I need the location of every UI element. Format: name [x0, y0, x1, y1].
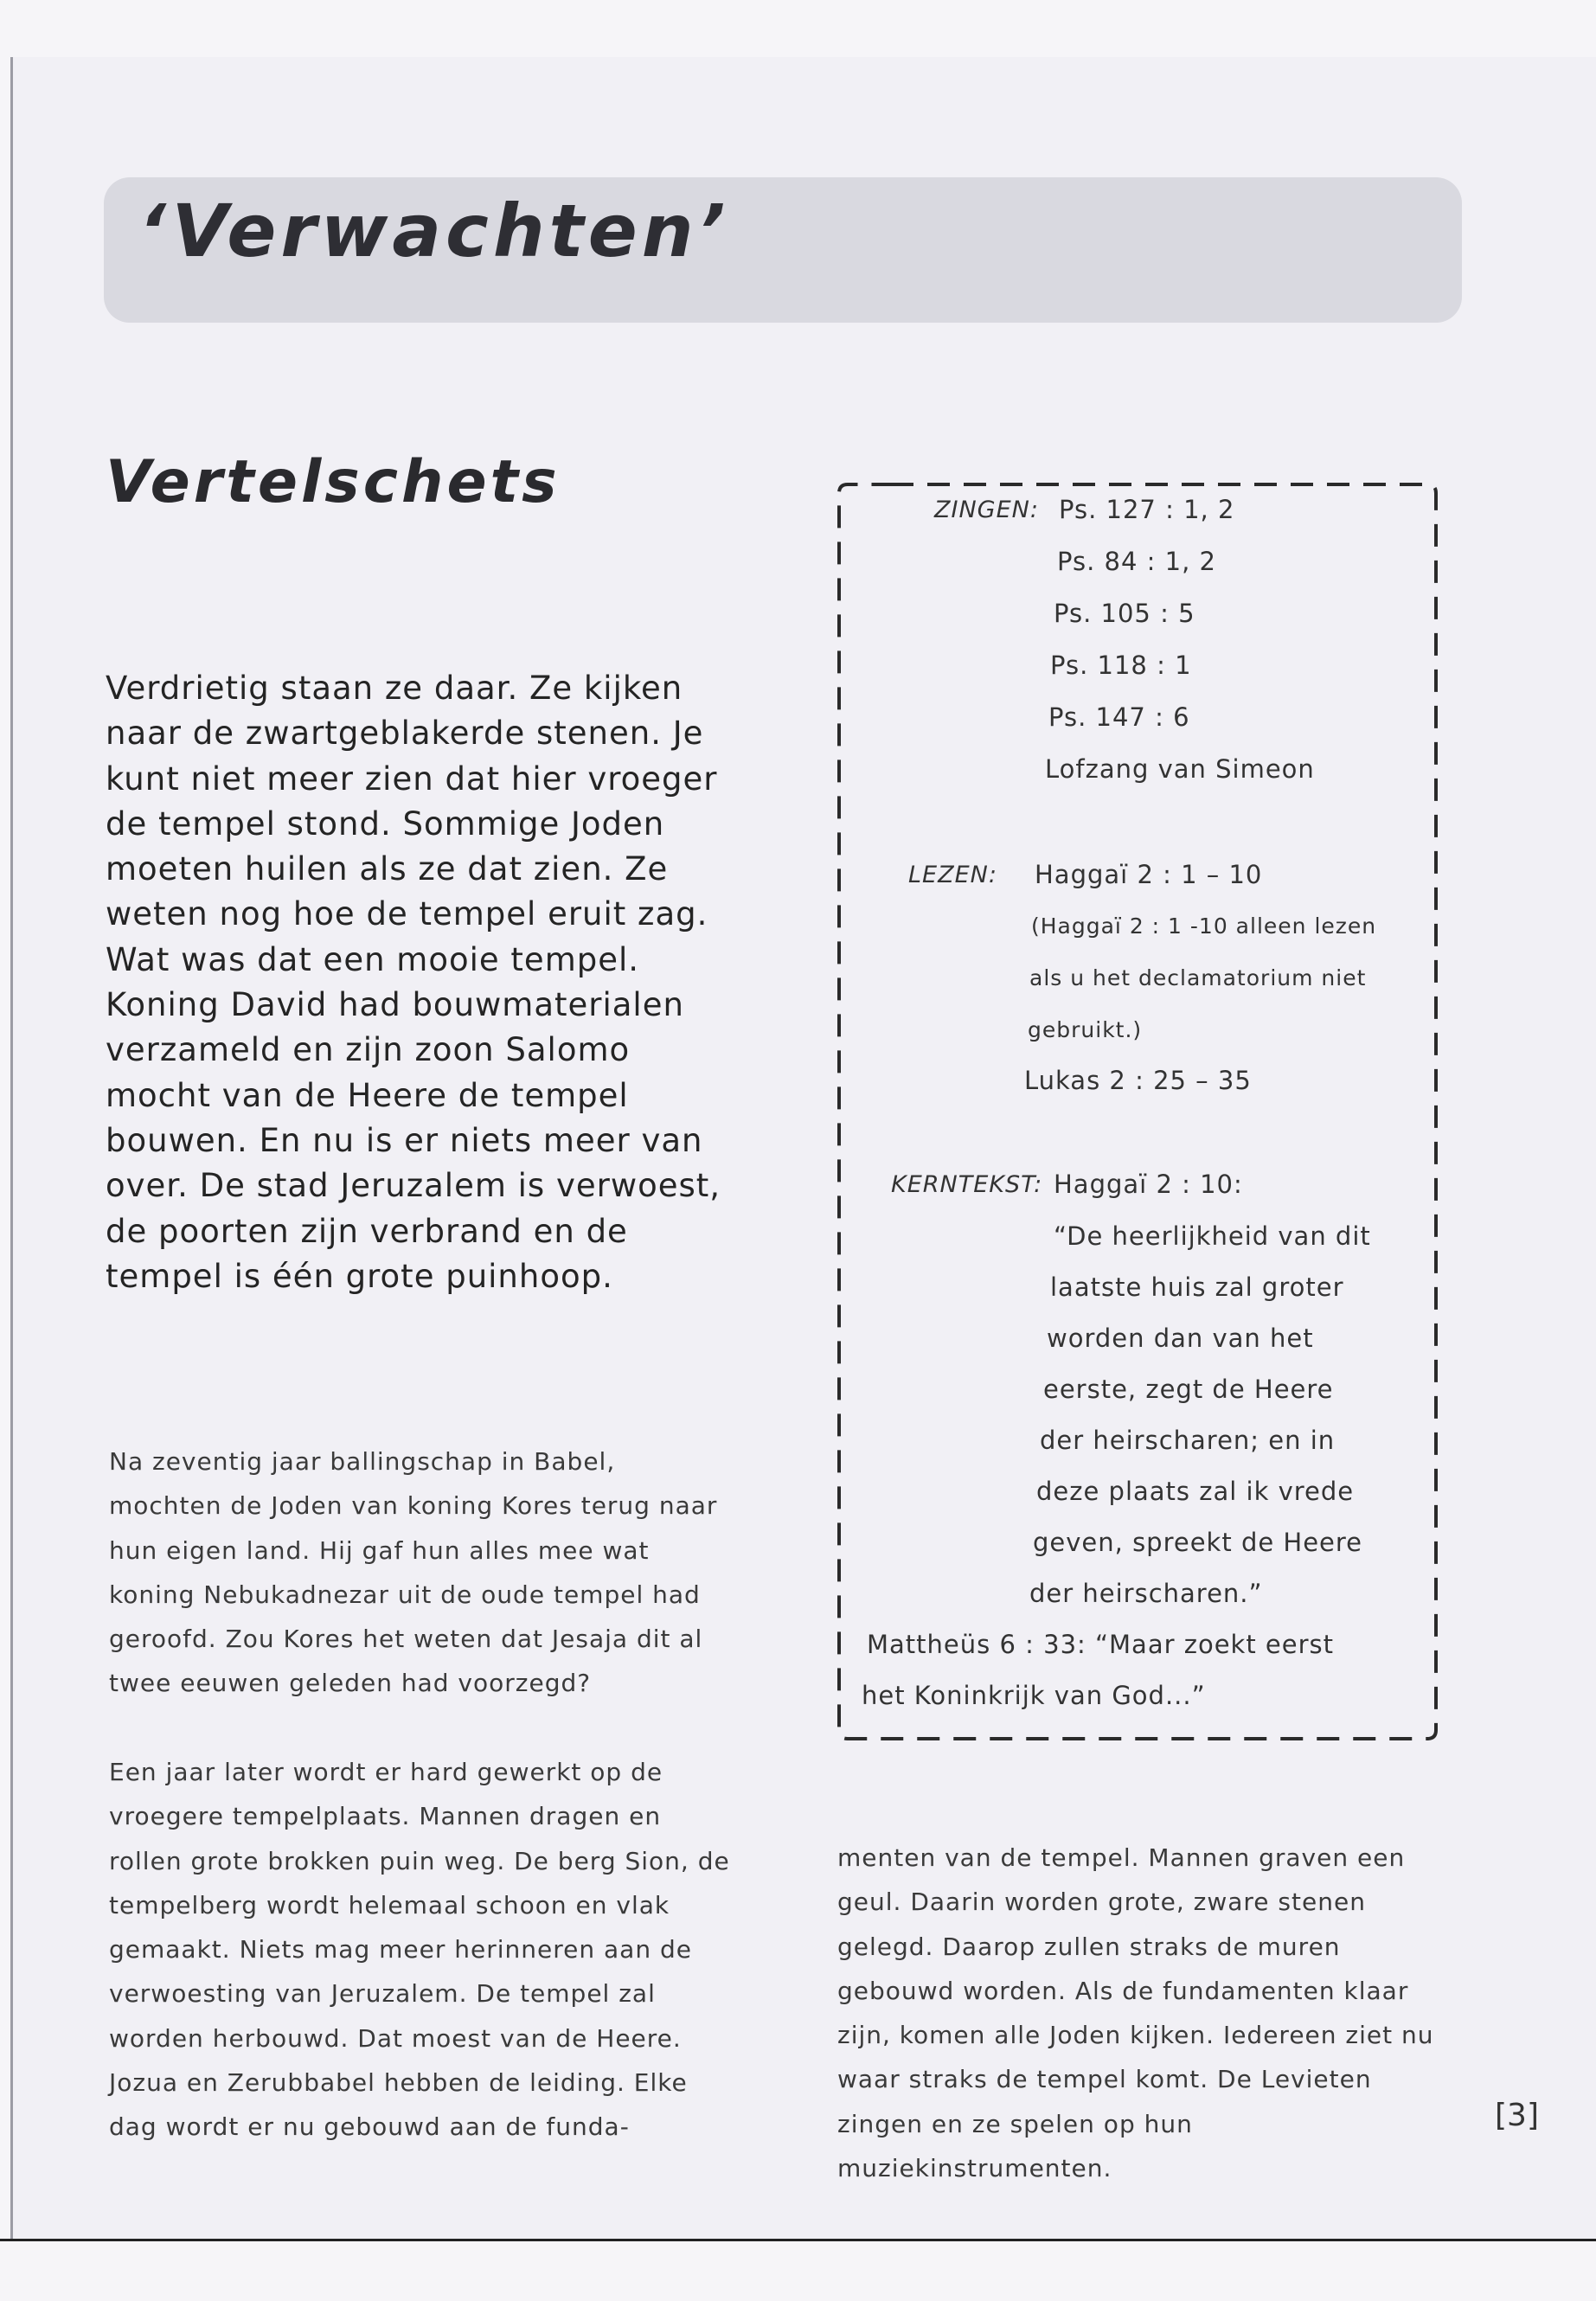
- body-paragraph-2: Een jaar later wordt er hard gewerkt op de vroegere tempelplaats. Mannen dragen en rollen grote brokken puin weg. De berg Sion, de tempelberg wordt helemaal schoon en vlak gemaakt. Niets mag meer herinneren aan de verwoesting van Jeruzalem. De tempel zal worden herbouwd. Dat moest van de Heere. Jozua en Zerubbabel hebben de leiding. Elke dag wordt er nu gebouwd aan de funda-: [109, 1758, 730, 2142]
- zingen-item: Ps. 84 : 1, 2: [1057, 547, 1216, 576]
- lezen-note: (Haggaï 2 : 1 -10 alleen lezen: [1031, 913, 1377, 939]
- kerntekst-line: “De heerlijkheid van dit: [1054, 1221, 1371, 1251]
- liturgy-sidebox: [830, 476, 1436, 1739]
- page-title: ‘Verwachten’: [138, 189, 730, 273]
- intro-paragraph: Verdrietig staan ze daar. Ze kijken naar de zwartgeblakerde stenen. Je kunt niet meer zien dat hier vroeger de tempel stond. Sommige Joden moeten huilen als ze dat zien. Ze weten nog hoe de tempel eruit zag. Wat was dat een mooie tempel. Koning David had bouwmaterialen verzameld en zijn zoon Salomo mocht van de Heere de tempel bouwen. En nu is er niets meer van over. De stad Jeruzalem is verwoest, de poorten zijn verbrand en de tempel is één grote puinhoop.: [106, 670, 721, 1295]
- kerntekst-line: worden dan van het: [1047, 1324, 1314, 1353]
- kerntekst-ref: Haggaï 2 : 10:: [1054, 1170, 1243, 1199]
- kerntekst-line: eerste, zegt de Heere: [1043, 1375, 1334, 1404]
- kerntekst-label: KERNTEKST:: [891, 1171, 1043, 1198]
- zingen-item: Ps. 127 : 1, 2: [1059, 495, 1235, 524]
- zingen-item: Ps. 147 : 6: [1048, 702, 1190, 732]
- section-title: Vertelschets: [106, 448, 561, 516]
- lezen-note: gebruikt.): [1028, 1017, 1143, 1042]
- page-edge-line: [0, 2239, 1596, 2241]
- kerntekst-line: laatste huis zal groter: [1050, 1272, 1344, 1302]
- kerntekst-line: der heirscharen; en in: [1040, 1426, 1336, 1455]
- body-paragraph-3: menten van de tempel. Mannen graven een geul. Daarin worden grote, zware stenen gelegd. Daarop zullen straks de muren gebouwd worden. Als de fundamenten klaar zijn, komen alle Joden kijken. Iedereen ziet nu waar straks de tempel komt. De Levieten zingen en ze spelen op hun muziekinstrumenten.: [837, 1843, 1434, 2183]
- zingen-label: ZINGEN:: [934, 497, 1039, 523]
- zingen-item: Ps. 118 : 1: [1050, 651, 1192, 680]
- kerntekst-line: der heirscharen.”: [1029, 1579, 1263, 1608]
- extra-reference: het Koninkrijk van God...”: [862, 1681, 1206, 1710]
- zingen-item: Lofzang van Simeon: [1045, 754, 1315, 784]
- body-paragraph-1: Na zeventig jaar ballingschap in Babel, mochten de Joden van koning Kores terug naar hun eigen land. Hij gaf hun alles mee wat koning Nebukadnezar uit de oude tempel had geroofd. Zou Kores het weten dat Jesaja dit al twee eeuwen geleden had voorzegd?: [109, 1447, 718, 1698]
- lezen-label: LEZEN:: [908, 862, 997, 888]
- page-number: [3]: [1495, 2098, 1539, 2133]
- kerntekst-line: deze plaats zal ik vrede: [1036, 1477, 1355, 1506]
- lezen-item: Lukas 2 : 25 – 35: [1024, 1066, 1252, 1095]
- lezen-note: als u het declamatorium niet: [1029, 965, 1367, 990]
- zingen-item: Ps. 105 : 5: [1054, 599, 1195, 628]
- lezen-item: Haggaï 2 : 1 – 10: [1035, 860, 1263, 889]
- kerntekst-line: geven, spreekt de Heere: [1033, 1528, 1363, 1557]
- extra-reference: Mattheüs 6 : 33: “Maar zoekt eerst: [867, 1630, 1335, 1659]
